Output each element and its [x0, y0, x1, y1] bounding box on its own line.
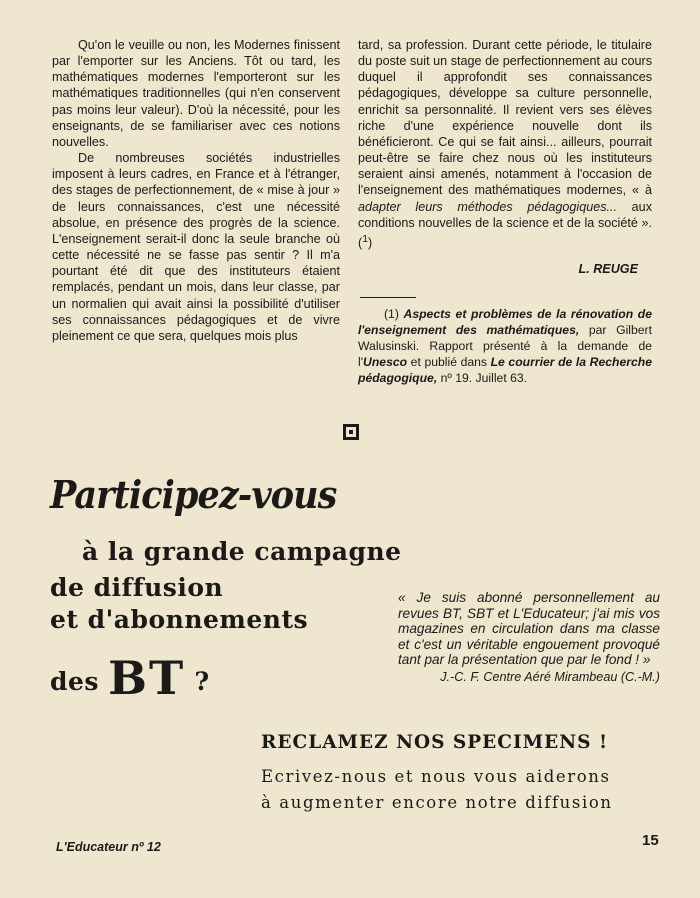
page-number: 15 [642, 832, 659, 849]
article-right-column [358, 37, 652, 386]
cta-title: RECLAMEZ NOS SPECIMENS ! [261, 732, 609, 753]
journal-footer: L'Educateur nº 12 [56, 840, 161, 854]
italic-quote: adapter leurs méthodes pédagogiques... [358, 199, 617, 214]
bt-logo-text: BT [108, 651, 186, 705]
section-separator-icon [343, 424, 359, 440]
footnote: (1) Aspects et problèmes de la rénovation de l'enseignement des mathématiques, par Gilbert Walusinski. Rapport présenté à la demande de l'Unesco et publié dans Le courrier de la Recherche pédagogique, nº 19. Juillet 63. [358, 307, 652, 386]
ad-headline-line: de diffusion [50, 573, 224, 602]
cta-text: Ecrivez-nous et nous vous aiderons à augmenter encore notre diffusion [261, 767, 613, 812]
article-paragraph: Qu'on le veuille ou non, les Modernes finissent par l'emporter sur les Anciens. Tôt ou tard, les mathématiques modernes l'emporteront sur les mathématiques traditionnelles (qui n'en conservent pas moins leur valeur). D'où la nécessité, pour les enseignants, de se familiariser avec ces notions nouvelles. [52, 38, 340, 149]
article-left-column [52, 37, 340, 344]
article-paragraph: tard, sa profession. Durant cette période, le titulaire du poste suit un stage de perfectionnement au cours duquel il approfondit ses connaissances pédagogiques, développe sa culture personnelle, enrichit sa personnalité. Il revient vers ses élèves riche d'une expérience nouvelle dont ils bénéficieront. Ce qui se fait ainsi... ailleurs, pourrait peut-être se faire chez nous où les instituteurs seraient ainsi amenés, notamment à l'occasion de l'enseignement des mathématiques modernes, « à adapter leurs méthodes pédagogiques... aux conditions nouvelles de la science et de la société ». ($^1$) [358, 38, 652, 251]
ad-headline-line: et d'abonnements [50, 605, 309, 634]
testimonial-attribution: J.-C. F. Centre Aéré Mirambeau (C.-M.) [440, 669, 660, 684]
ad-headline-line: à la grande campagne [82, 537, 402, 566]
footnote-divider [360, 297, 416, 298]
ad-headline-line: des BT ? [50, 651, 210, 705]
testimonial-quote: « Je suis abonné personnellement au revues BT, SBT et L'Educateur; j'ai mis vos magazines en circulation dans ma classe et c'est un véritable engouement provoqué tant par la présentation que par le fond ! » J.-C. F. Centre Aéré Mirambeau (C.-M.) [398, 590, 660, 684]
ad-script-title: Participez-vous [50, 472, 337, 517]
author-signature: L. REUGE [578, 262, 638, 277]
article-paragraph: De nombreuses sociétés industrielles imposent à leurs cadres, en France et à l'étranger, des stages de perfectionnement, de « mise à jour » de leurs connaissances, c'est une nécessité absolue, en présence des progrès de la science. L'enseignement serait-il donc la seule branche où cette nécessité ne se fasse pas sentir ? Il m'a pourtant été dit que des instituteurs étaient remplacés, pendant un mois, dans leur classe, par un normalien qui avait ainsi la possibilité d'utiliser ses connaissances pédagogiques et de vivre pleinement ce que sera, quelques mois plus [52, 151, 340, 343]
footnote-ref[interactable]: 1 [362, 232, 369, 245]
